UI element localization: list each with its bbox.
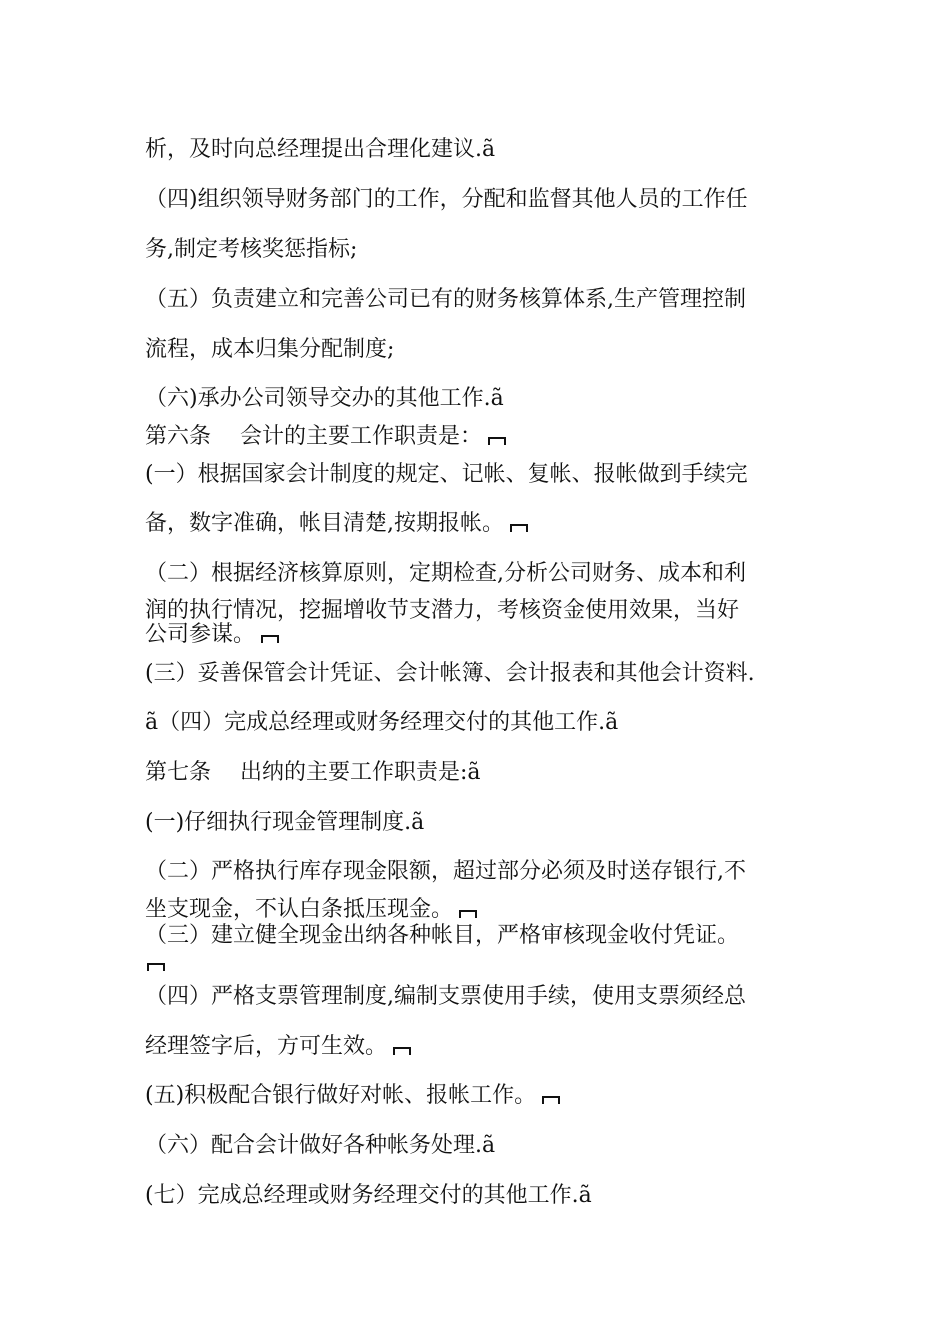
paragraph-mark-icon — [488, 437, 506, 445]
text-line: 润的执行情况，挖掘增收节支潜力，考核资金使用效果，当好 — [145, 598, 740, 623]
text-line: 流程，成本归集分配制度; — [145, 337, 395, 362]
text-line: (五)积极配合银行做好对帐、报帐工作。 — [145, 1083, 810, 1109]
text-line: 备，数字准确，帐目清楚,按期报帐。 — [145, 511, 810, 537]
text-line: （六)承办公司领导交办的其他工作.ã — [145, 386, 504, 411]
text-line: （二）根据经济核算原则，定期检查,分析公司财务、成本和利 — [145, 561, 746, 586]
text-line — [145, 950, 810, 976]
paragraph-mark-icon — [147, 963, 165, 971]
text-line: ã（四）完成总经理或财务经理交付的其他工作.ã — [145, 710, 619, 735]
paragraph-mark-icon — [510, 524, 528, 532]
text-line: （四)组织领导财务部门的工作，分配和监督其他人员的工作任 — [145, 187, 748, 212]
text-line: （三）建立健全现金出纳各种帐目，严格审核现金收付凭证。 — [145, 923, 740, 948]
text-line: （四）严格支票管理制度,编制支票使用手续，使用支票须经总 — [145, 984, 746, 1009]
text-line: （五）负责建立和完善公司已有的财务核算体系,生产管理控制 — [145, 287, 746, 312]
text-line: 第七条 出纳的主要工作职责是:ã — [145, 760, 481, 785]
text-line: （二）严格执行库存现金限额，超过部分必须及时送存银行,不 — [145, 859, 746, 884]
text-line: 经理签字后，方可生效。 — [145, 1034, 810, 1060]
paragraph-mark-icon — [542, 1096, 560, 1104]
text-line: 析，及时向总经理提出合理化建议.ã — [145, 137, 496, 162]
text-line: (三）妥善保管会计凭证、会计帐簿、会计报表和其他会计资料. — [145, 661, 755, 686]
text-line: (七）完成总经理或财务经理交付的其他工作.ã — [145, 1183, 592, 1208]
text-line: 坐支现金，不认白条抵压现金。 — [145, 897, 810, 923]
text-line: （六）配合会计做好各种帐务处理.ã — [145, 1133, 496, 1158]
paragraph-mark-icon — [393, 1047, 411, 1055]
text-line: (一）根据国家会计制度的规定、记帐、复帐、报帐做到手续完 — [145, 462, 748, 487]
paragraph-mark-icon — [261, 635, 279, 643]
text-line: (一)仔细执行现金管理制度.ã — [145, 810, 425, 835]
text-line: 公司参谋。 — [145, 622, 810, 648]
text-line: 第六条 会计的主要工作职责是： — [145, 424, 810, 450]
paragraph-mark-icon — [459, 910, 477, 918]
text-line: 务,制定考核奖惩指标; — [145, 237, 358, 262]
